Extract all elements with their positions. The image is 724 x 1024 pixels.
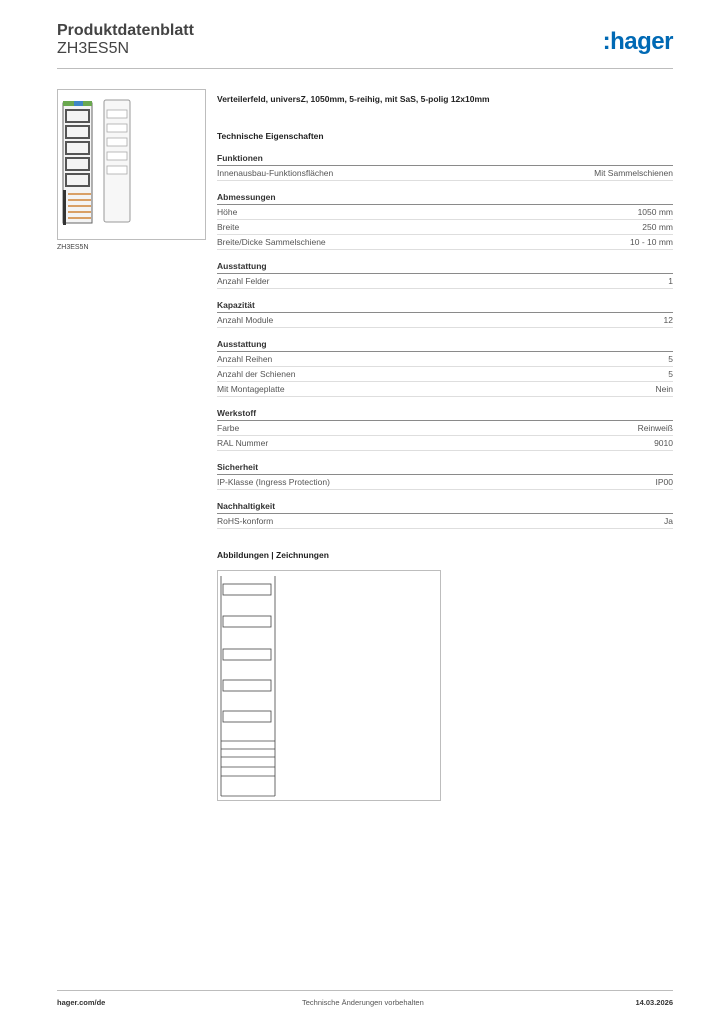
property-value: Nein [655, 384, 673, 394]
front-view-drawing [218, 571, 440, 800]
page-footer [57, 990, 673, 1011]
property-section [217, 407, 673, 451]
property-label: RAL Nummer [217, 438, 269, 448]
property-label: Breite/Dicke Sammelschiene [217, 237, 326, 247]
section-title: Ausstattung [217, 260, 673, 274]
product-description: Verteilerfeld, universZ, 1050mm, 5-reihig, mit SaS, 5-polig 12x10mm [217, 94, 490, 104]
property-row [217, 313, 673, 328]
property-section [217, 191, 673, 250]
section-title: Werkstoff [217, 407, 673, 421]
property-value: 5 [668, 354, 673, 364]
property-row [217, 475, 673, 490]
property-section [217, 461, 673, 490]
property-label: Anzahl der Schienen [217, 369, 296, 379]
section-title: Abmessungen [217, 191, 673, 205]
property-value: Reinweiß [637, 423, 673, 433]
section-title: Ausstattung [217, 338, 673, 352]
property-value: IP00 [655, 477, 673, 487]
property-row [217, 352, 673, 367]
hager-logo: :hager [602, 28, 673, 55]
property-row [217, 367, 673, 382]
page-header [57, 20, 673, 69]
property-label: Anzahl Module [217, 315, 274, 325]
drawings-heading: Abbildungen | Zeichnungen [217, 550, 329, 560]
footer-website: hager.com/de [57, 998, 106, 1007]
property-value: 1 [668, 276, 673, 286]
image-caption: ZH3ES5N [57, 244, 89, 251]
property-value: Mit Sammelschienen [594, 168, 673, 178]
property-row [217, 421, 673, 436]
property-value: 5 [668, 369, 673, 379]
section-title: Sicherheit [217, 461, 673, 475]
properties-sections [217, 152, 673, 529]
property-row [217, 205, 673, 220]
property-label: Höhe [217, 207, 238, 217]
property-label: IP-Klasse (Ingress Protection) [217, 477, 330, 487]
property-row [217, 235, 673, 250]
property-section [217, 260, 673, 289]
property-section [217, 338, 673, 397]
property-row [217, 220, 673, 235]
property-label: Innenausbau-Funktionsflächen [217, 168, 334, 178]
property-label: RoHS-konform [217, 516, 274, 526]
property-value: 12 [663, 315, 673, 325]
property-row [217, 274, 673, 289]
property-row [217, 382, 673, 397]
footer-date: 14.03.2026 [635, 998, 673, 1007]
property-value: Ja [664, 516, 673, 526]
property-label: Anzahl Felder [217, 276, 270, 286]
product-illustration [58, 90, 205, 239]
property-value: 1050 mm [637, 207, 673, 217]
property-label: Mit Montageplatte [217, 384, 285, 394]
property-value: 9010 [654, 438, 673, 448]
property-row [217, 436, 673, 451]
property-label: Breite [217, 222, 240, 232]
footer-notice: Technische Änderungen vorbehalten [302, 998, 424, 1007]
property-section [217, 299, 673, 328]
property-section [217, 500, 673, 529]
product-details [217, 94, 673, 539]
tech-properties-heading: Technische Eigenschaften [217, 131, 324, 141]
product-image [57, 89, 206, 240]
property-row [217, 514, 673, 529]
technical-drawing [217, 570, 441, 801]
property-label: Anzahl Reihen [217, 354, 273, 364]
property-row [217, 166, 673, 181]
section-title: Nachhaltigkeit [217, 500, 673, 514]
property-value: 250 mm [642, 222, 673, 232]
property-label: Farbe [217, 423, 240, 433]
document-title: Produktdatenblatt [57, 22, 194, 39]
property-section [217, 152, 673, 181]
product-code: ZH3ES5N [57, 40, 130, 57]
property-value: 10 - 10 mm [630, 237, 673, 247]
section-title: Kapazität [217, 299, 673, 313]
section-title: Funktionen [217, 152, 673, 166]
